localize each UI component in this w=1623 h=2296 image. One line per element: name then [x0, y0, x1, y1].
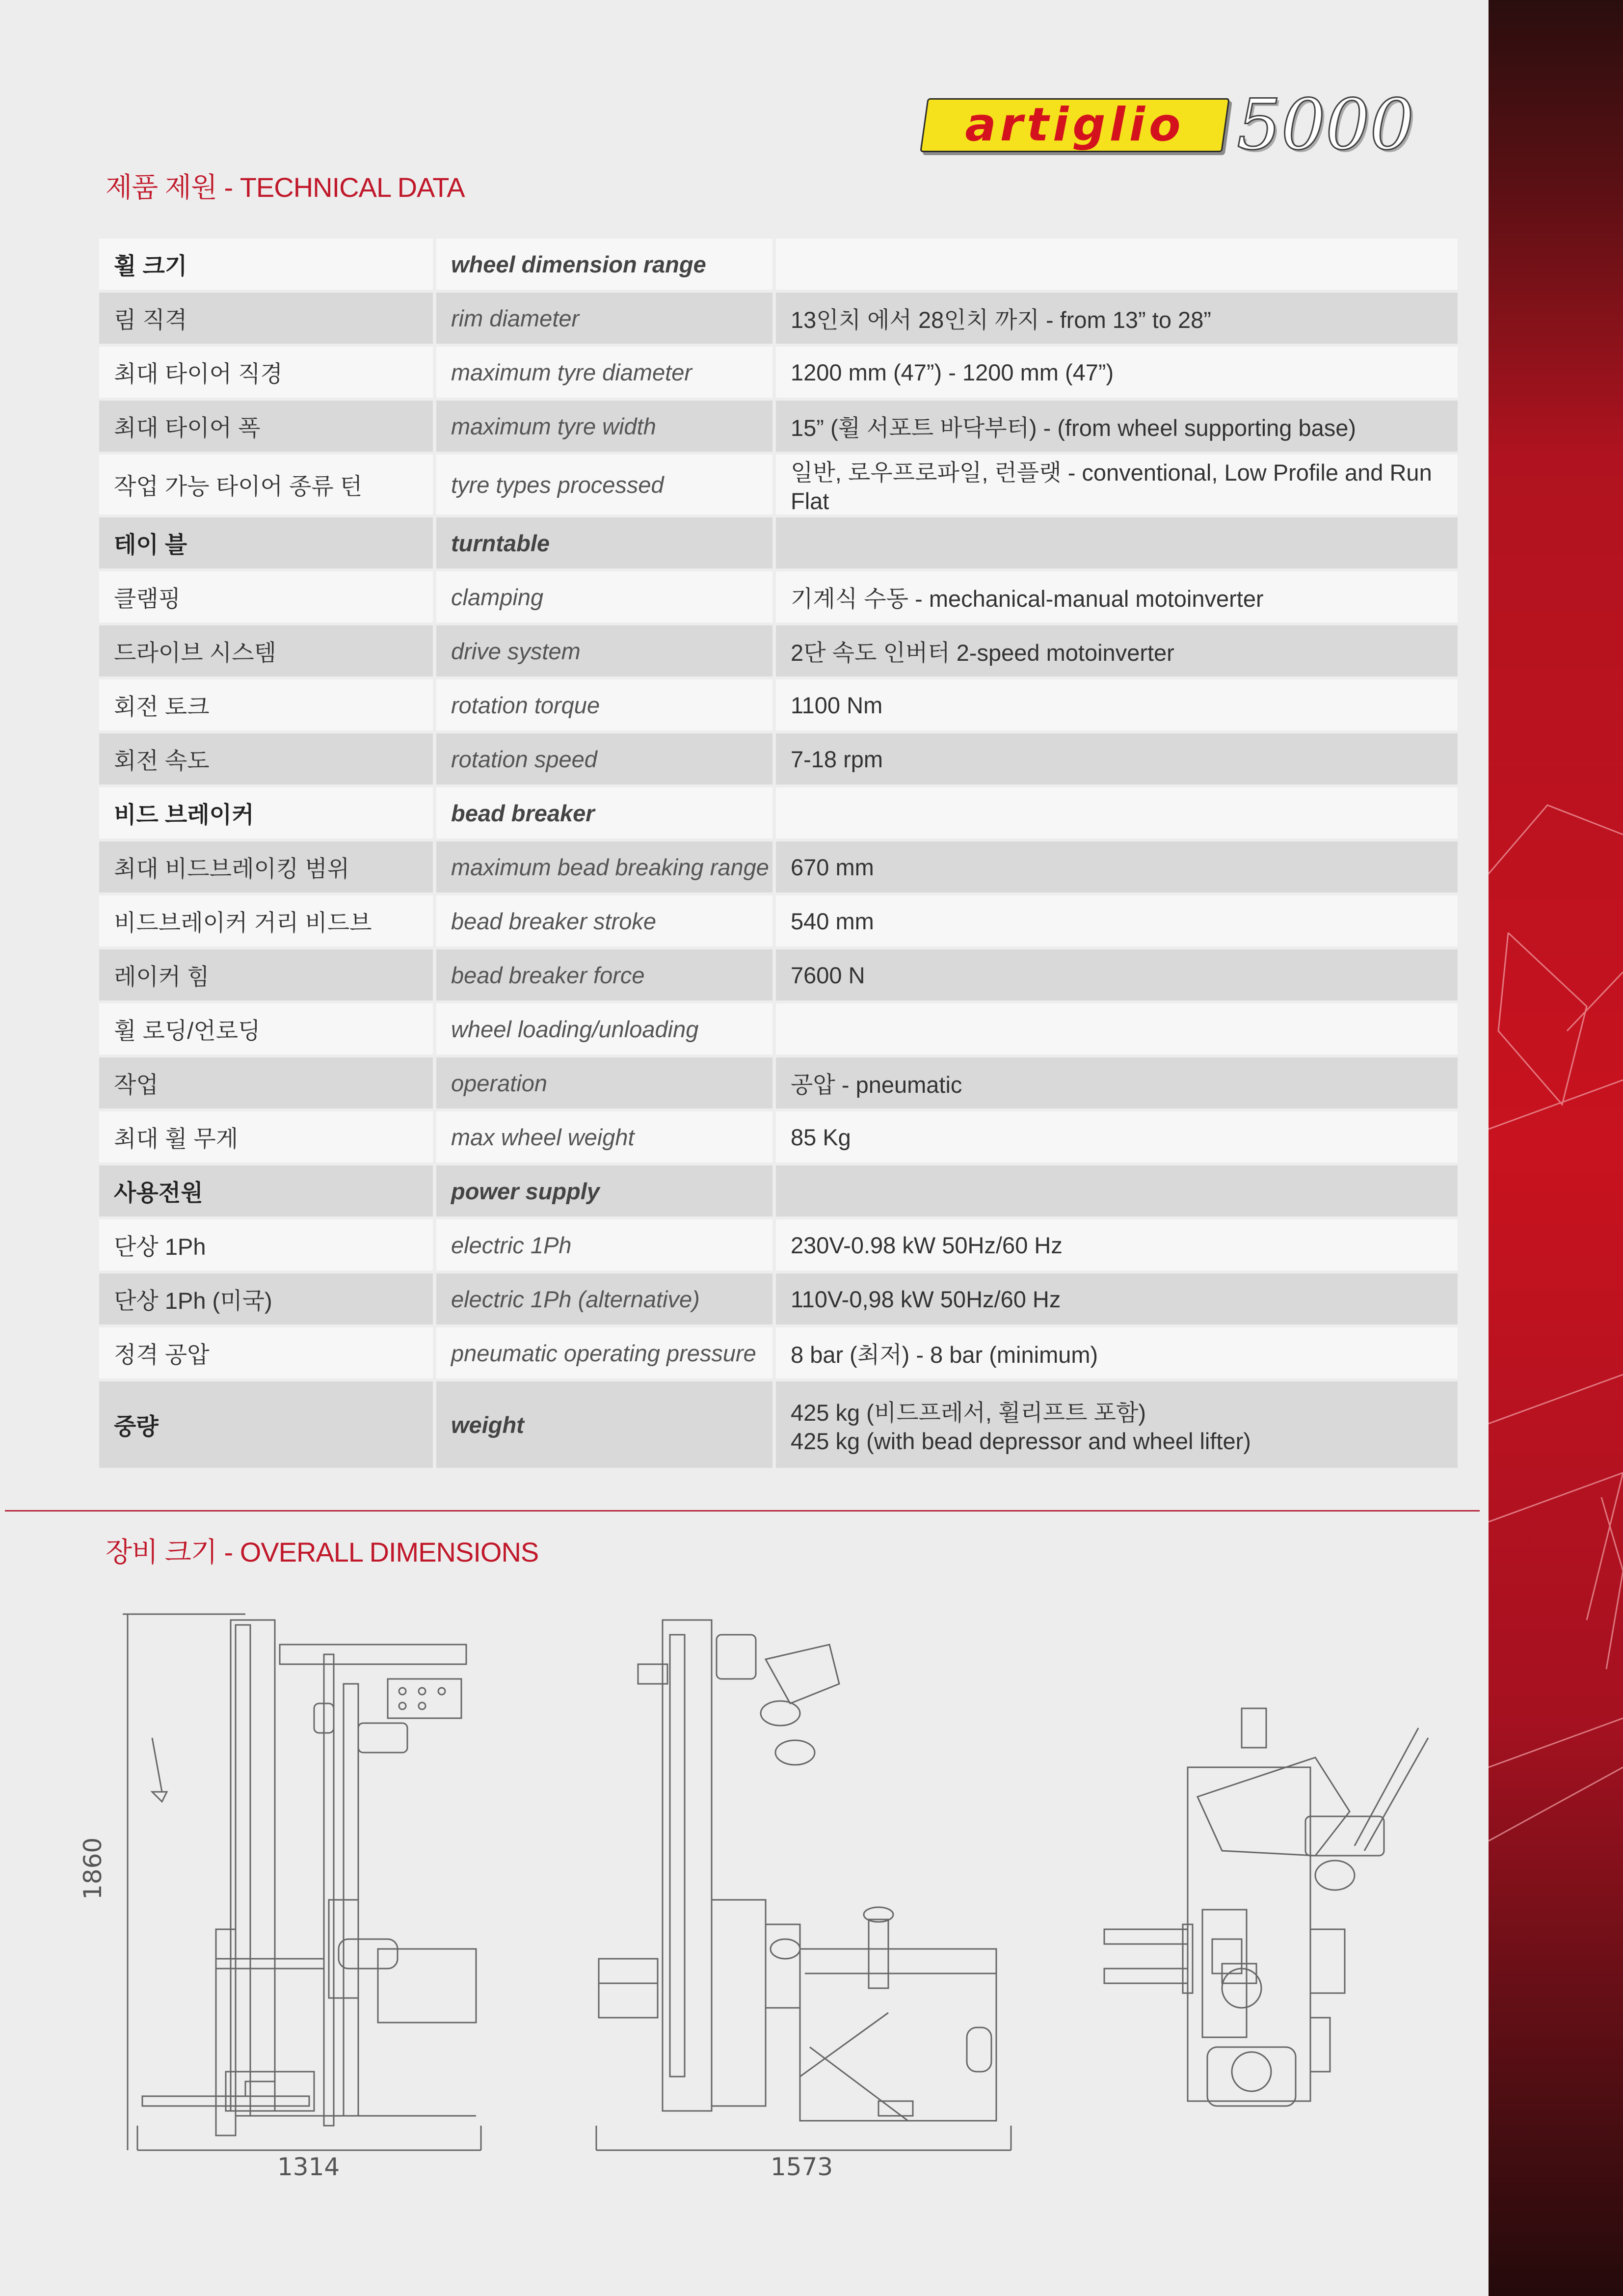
spec-value-text: 7600 N — [791, 962, 865, 988]
dimension-height-label: 1860 — [79, 1837, 107, 1900]
spec-label-korean: 림 직격 — [99, 293, 436, 344]
table-row — [99, 625, 1458, 676]
spec-label-english: bead breaker force — [436, 949, 776, 1000]
spec-value-text: 425 kg (비드프레서, 휠리프트 포함) — [791, 1400, 1146, 1426]
spec-label-korean: 최대 휠 무게 — [99, 1111, 436, 1162]
spec-label-english: maximum tyre width — [436, 401, 776, 452]
spec-label-english: electric 1Ph (alternative) — [436, 1273, 776, 1324]
spec-value-text: 일반, 로우프로파일, 런플랫 - conventional, Low Profile and Run Flat — [791, 459, 1432, 514]
spec-label-english: rotation speed — [436, 733, 776, 784]
spec-label-korean: 중량 — [99, 1381, 436, 1468]
spec-value-text-line2: 425 kg (with bead depressor and wheel lifter) — [791, 1428, 1251, 1454]
spec-value — [776, 895, 1458, 946]
spec-label-english: weight — [436, 1381, 776, 1468]
spec-value — [776, 841, 1458, 892]
table-row — [99, 1381, 1458, 1468]
spec-value-text: 1100 Nm — [791, 692, 883, 718]
spec-label-korean: 비드브레이커 거리 비드브 — [99, 895, 436, 946]
table-row — [99, 1111, 1458, 1162]
spec-label-korean: 비드 브레이커 — [99, 787, 436, 838]
spec-label-korean: 드라이브 시스템 — [99, 625, 436, 676]
spec-label-english: pneumatic operating pressure — [436, 1327, 776, 1378]
spec-value-text: 85 Kg — [791, 1124, 851, 1150]
spec-value — [776, 1057, 1458, 1108]
spec-label-english: rotation torque — [436, 679, 776, 730]
technical-data-title: 제품 제원 - TECHNICAL DATA — [106, 172, 465, 203]
spec-value-text: 공압 - pneumatic — [791, 1071, 962, 1098]
decorative-red-stripe — [1489, 0, 1623, 2296]
table-row — [99, 293, 1458, 344]
table-row — [99, 455, 1458, 514]
spec-label-korean: 휠 로딩/언로딩 — [99, 1003, 436, 1054]
spec-value-text: 7-18 rpm — [791, 746, 883, 772]
table-row — [99, 1327, 1458, 1378]
spec-value — [776, 455, 1458, 514]
spec-value-text: 110V-0,98 kW 50Hz/60 Hz — [791, 1286, 1061, 1312]
table-row — [99, 517, 1458, 568]
logo-model-number: 5000 — [1237, 84, 1414, 165]
front-view-drawing — [83, 1605, 496, 2175]
spec-label-english: wheel loading/unloading — [436, 1003, 776, 1054]
section-divider — [5, 1510, 1480, 1512]
spec-value — [776, 517, 1458, 568]
table-row — [99, 1273, 1458, 1324]
spec-label-korean: 단상 1Ph — [99, 1219, 436, 1270]
spec-value — [776, 1381, 1458, 1468]
spec-value — [776, 347, 1458, 398]
spec-label-english: electric 1Ph — [436, 1219, 776, 1270]
spec-value — [776, 787, 1458, 838]
spec-value — [776, 239, 1458, 290]
spec-label-english: power supply — [436, 1165, 776, 1216]
dimension-front-width-label: 1314 — [277, 2153, 340, 2181]
spec-label-english: max wheel weight — [436, 1111, 776, 1162]
spec-label-english: operation — [436, 1057, 776, 1108]
spec-label-english: maximum tyre diameter — [436, 347, 776, 398]
spec-value-text: 230V-0.98 kW 50Hz/60 Hz — [791, 1232, 1063, 1258]
spec-label-korean: 단상 1Ph (미국) — [99, 1273, 436, 1324]
spec-label-korean: 정격 공압 — [99, 1327, 436, 1378]
table-row — [99, 895, 1458, 946]
spec-value — [776, 1003, 1458, 1054]
spec-value — [776, 1111, 1458, 1162]
spec-value — [776, 293, 1458, 344]
spec-label-korean: 작업 — [99, 1057, 436, 1108]
spec-value — [776, 1165, 1458, 1216]
spec-label-english: drive system — [436, 625, 776, 676]
table-row — [99, 1057, 1458, 1108]
table-row — [99, 841, 1458, 892]
spec-value-text: 2단 속도 인버터 2-speed motoinverter — [791, 639, 1174, 666]
table-row — [99, 1003, 1458, 1054]
spec-label-korean: 휠 크기 — [99, 239, 436, 290]
spec-label-korean: 회전 속도 — [99, 733, 436, 784]
spec-value — [776, 949, 1458, 1000]
spec-label-korean: 사용전원 — [99, 1165, 436, 1216]
spec-value — [776, 1219, 1458, 1270]
spec-value — [776, 401, 1458, 452]
technical-data-table — [99, 236, 1458, 1471]
logo-wordmark: artiglio — [920, 98, 1229, 152]
spec-label-english: clamping — [436, 571, 776, 622]
artiglio-5000-logo — [918, 84, 1467, 167]
spec-value — [776, 679, 1458, 730]
spec-label-english: bead breaker — [436, 787, 776, 838]
spec-value-text: 8 bar (최저) - 8 bar (minimum) — [791, 1341, 1098, 1368]
table-row — [99, 949, 1458, 1000]
spec-label-english: rim diameter — [436, 293, 776, 344]
spec-value-text: 670 mm — [791, 854, 874, 880]
spec-label-korean: 작업 가능 타이어 종류 턴 — [99, 455, 436, 514]
table-row — [99, 1165, 1458, 1216]
spec-value — [776, 1273, 1458, 1324]
spec-value-text: 1200 mm (47”) - 1200 mm (47”) — [791, 359, 1114, 385]
table-row — [99, 679, 1458, 730]
spec-label-korean: 최대 비드브레이킹 범위 — [99, 841, 436, 892]
table-row — [99, 401, 1458, 452]
spec-value-text: 13인치 에서 28인치 까지 - from 13” to 28” — [791, 306, 1211, 333]
table-row — [99, 239, 1458, 290]
spec-value — [776, 625, 1458, 676]
spec-label-english: turntable — [436, 517, 776, 568]
spec-value-text: 기계식 수동 - mechanical-manual motoinverter — [791, 585, 1264, 612]
overall-dimensions-title: 장비 크기 - OVERALL DIMENSIONS — [106, 1537, 539, 1567]
table-row — [99, 347, 1458, 398]
spec-value — [776, 733, 1458, 784]
table-row — [99, 1219, 1458, 1270]
spec-label-english: wheel dimension range — [436, 239, 776, 290]
dimension-side-width-label: 1573 — [771, 2153, 833, 2181]
spec-label-korean: 레이커 힘 — [99, 949, 436, 1000]
spec-label-english: maximum bead breaking range — [436, 841, 776, 892]
table-row — [99, 787, 1458, 838]
spec-label-korean: 테이 블 — [99, 517, 436, 568]
rear-view-drawing — [1094, 1694, 1438, 2126]
spec-value — [776, 571, 1458, 622]
table-row — [99, 733, 1458, 784]
spec-value-text: 540 mm — [791, 908, 874, 934]
table-row — [99, 571, 1458, 622]
spec-label-english: bead breaker stroke — [436, 895, 776, 946]
wireframe-pattern — [1489, 0, 1623, 2296]
side-view-drawing — [584, 1605, 1026, 2175]
spec-label-korean: 최대 타이어 직경 — [99, 347, 436, 398]
spec-label-english: tyre types processed — [436, 455, 776, 514]
spec-value-text: 15” (휠 서포트 바닥부터) - (from wheel supporting base) — [791, 414, 1357, 441]
spec-label-korean: 최대 타이어 폭 — [99, 401, 436, 452]
spec-label-korean: 회전 토크 — [99, 679, 436, 730]
spec-value — [776, 1327, 1458, 1378]
spec-label-korean: 클램핑 — [99, 571, 436, 622]
